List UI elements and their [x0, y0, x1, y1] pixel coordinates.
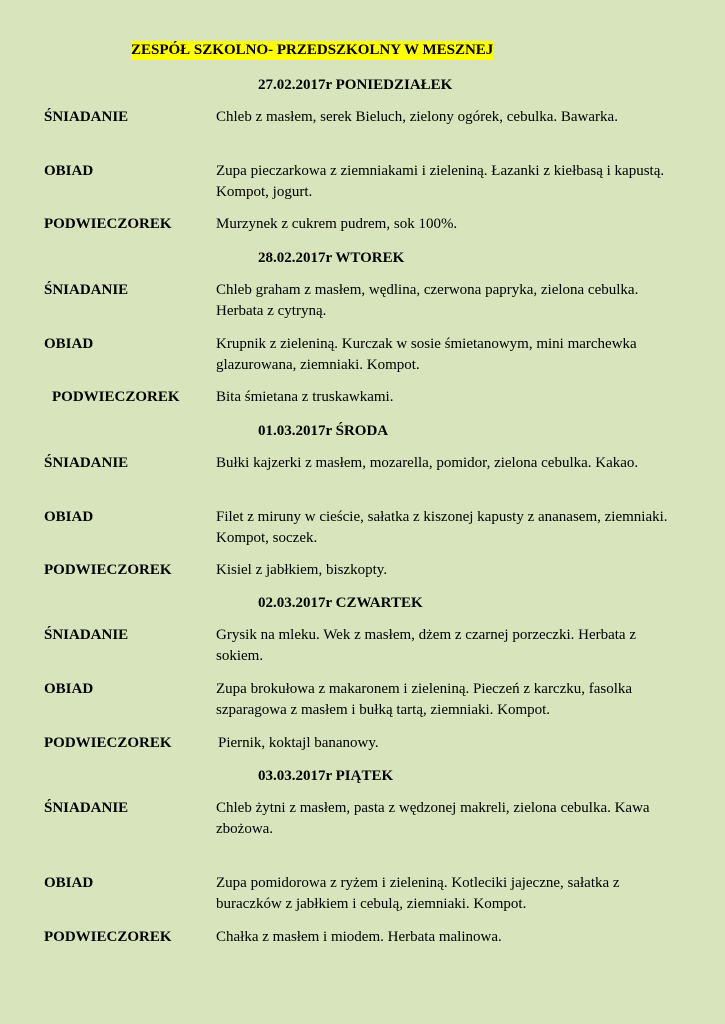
meal-label-lunch: OBIAD — [44, 336, 94, 352]
school-title: ZESPÓŁ SZKOLNO- PRZEDSZKOLNY W MESZNEJ — [131, 42, 494, 58]
day-heading: 27.02.2017r PONIEDZIAŁEK — [258, 77, 453, 93]
day-heading: 01.03.2017r ŚRODA — [258, 423, 389, 439]
meal-label-lunch: OBIAD — [44, 875, 94, 891]
meal-description: Chleb z masłem, serek Bieluch, zielony ogórek, cebulka. Bawarka. — [216, 109, 618, 125]
meal-description: Chleb graham z masłem, wędlina, czerwona papryka, zielona cebulka. Herbata z cytryną. — [216, 282, 639, 319]
meal-description: Chałka z masłem i miodem. Herbata malinowa. — [216, 929, 502, 945]
meal-description: Bita śmietana z truskawkami. — [216, 389, 394, 405]
meal-label-snack: PODWIECZOREK — [44, 929, 172, 945]
meal-description: Kisiel z jabłkiem, biszkopty. — [216, 562, 388, 578]
meal-label-snack: PODWIECZOREK — [44, 216, 172, 232]
meal-description: Zupa brokułowa z makaronem i zieleniną. Pieczeń z karczku, fasolka szparagowa z masłem i bułką tartą, ziemniaki. Kompot. — [216, 681, 633, 718]
meal-label-lunch: OBIAD — [44, 163, 94, 179]
meal-label-snack: PODWIECZOREK — [52, 389, 180, 405]
meal-description: Grysik na mleku. Wek z masłem, dżem z czarnej porzeczki. Herbata z sokiem. — [216, 627, 636, 664]
meal-label-breakfast: ŚNIADANIE — [44, 455, 129, 471]
meal-label-breakfast: ŚNIADANIE — [44, 282, 129, 298]
meal-description: Zupa pomidorowa z ryżem i zieleniną. Kotleciki jajeczne, sałatka z buraczków z jabłkiem i cebulą, ziemniaki. Kompot. — [216, 875, 620, 912]
meal-description: Murzynek z cukrem pudrem, sok 100%. — [216, 216, 458, 232]
meal-description: Piernik, koktajl bananowy. — [218, 735, 379, 751]
meal-description: Zupa pieczarkowa z ziemniakami i zieleniną. Łazanki z kiełbasą i kapustą. Kompot, jogurt. — [216, 163, 665, 200]
meal-description: Chleb żytni z masłem, pasta z wędzonej makreli, zielona cebulka. Kawa zbożowa. — [216, 800, 650, 837]
meal-description: Filet z miruny w cieście, sałatka z kiszonej kapusty z ananasem, ziemniaki. Kompot, soczek. — [216, 509, 668, 546]
meal-label-breakfast: ŚNIADANIE — [44, 800, 129, 816]
meal-label-snack: PODWIECZOREK — [44, 735, 172, 751]
meal-description: Bułki kajzerki z masłem, mozarella, pomidor, zielona cebulka. Kakao. — [216, 455, 639, 471]
meal-description: Krupnik z zieleniną. Kurczak w sosie śmietanowym, mini marchewka glazurowana, ziemniaki. Kompot. — [216, 336, 637, 373]
meal-label-lunch: OBIAD — [44, 509, 94, 525]
day-heading: 28.02.2017r WTOREK — [258, 250, 405, 266]
meal-label-breakfast: ŚNIADANIE — [44, 627, 129, 643]
meal-label-lunch: OBIAD — [44, 681, 94, 697]
day-heading: 03.03.2017r PIĄTEK — [258, 768, 394, 784]
meal-label-snack: PODWIECZOREK — [44, 562, 172, 578]
meal-label-breakfast: ŚNIADANIE — [44, 109, 129, 125]
day-heading: 02.03.2017r CZWARTEK — [258, 595, 423, 611]
